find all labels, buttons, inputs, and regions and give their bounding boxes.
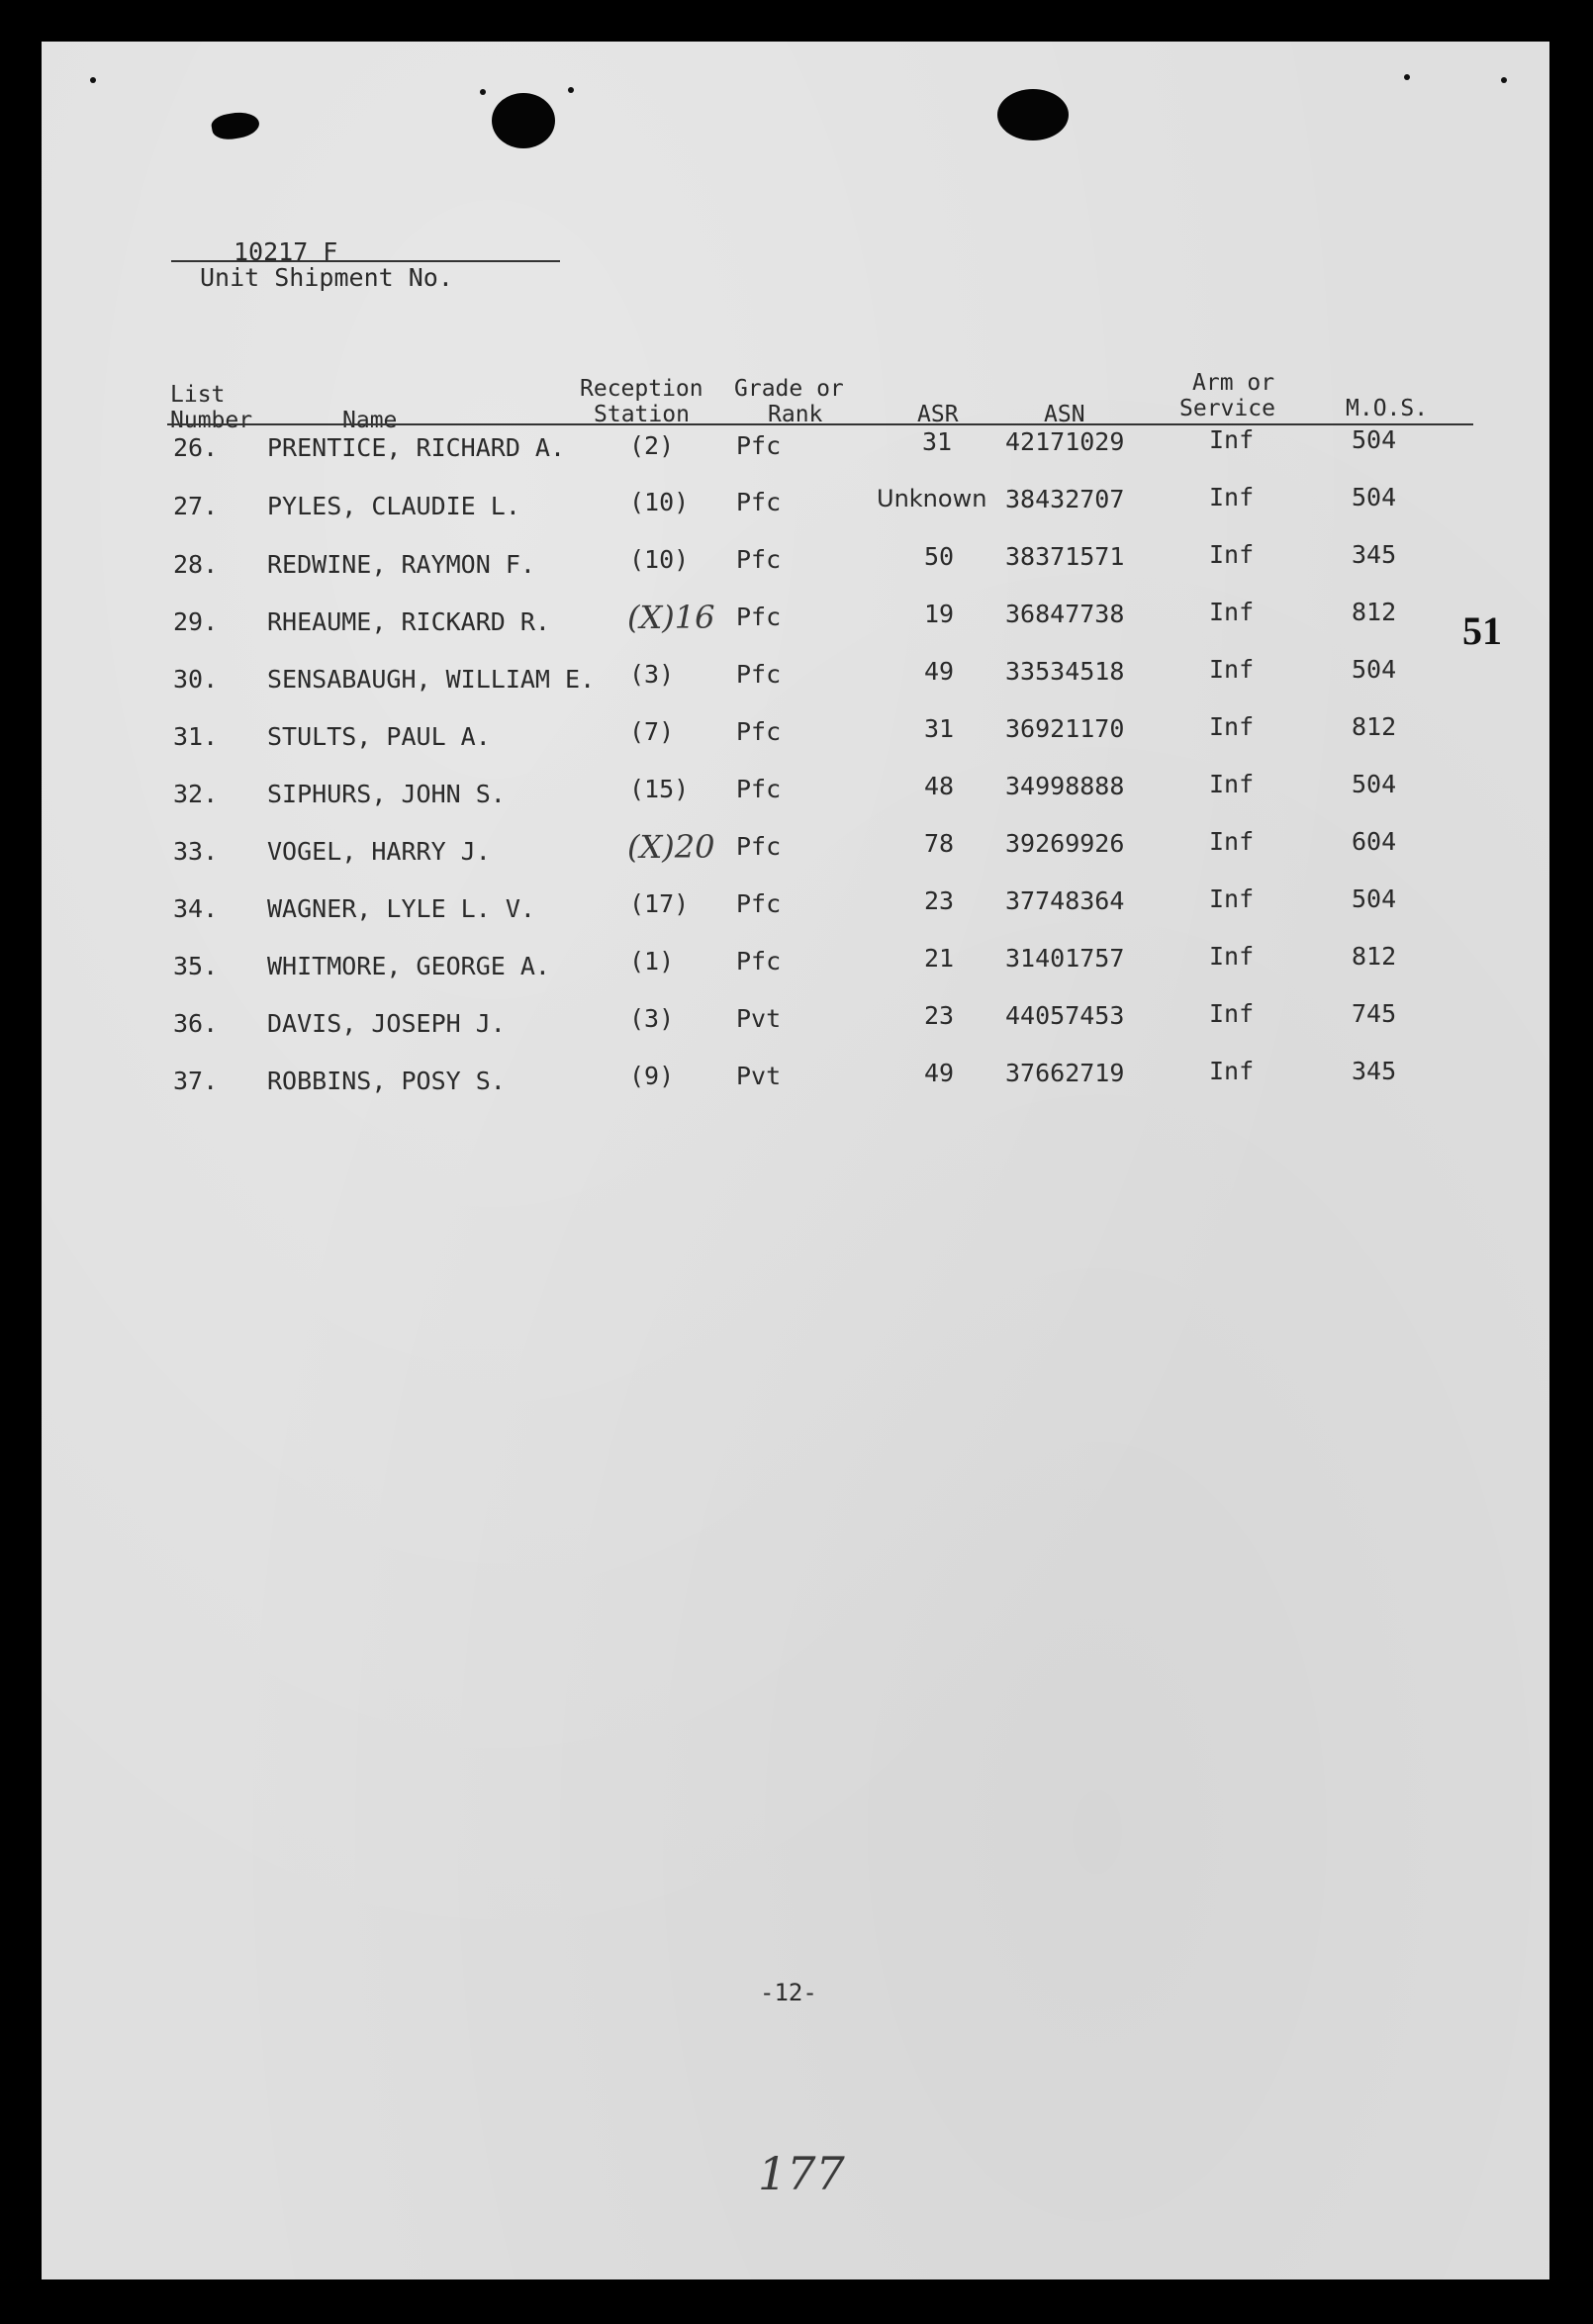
row-number: 32. xyxy=(173,780,219,808)
row-asn: 36921170 xyxy=(1005,714,1125,743)
row-mos: 745 xyxy=(1352,999,1397,1028)
row-name: SENSABAUGH, WILLIAM E. xyxy=(267,665,596,694)
row-asr: 23 xyxy=(924,1001,955,1030)
col-header-arm-line1: Arm or xyxy=(1192,370,1275,396)
row-asr: 49 xyxy=(924,657,955,686)
shipment-number-underline xyxy=(171,260,560,262)
row-rank: Pvt xyxy=(736,1004,782,1033)
shipment-number-label: Unit Shipment No. xyxy=(200,263,453,292)
shipment-number: 10217 F xyxy=(234,237,338,266)
row-station: (1) xyxy=(629,947,675,976)
row-rank: Pfc xyxy=(736,603,782,631)
row-arm: Inf xyxy=(1209,942,1255,971)
row-name: PYLES, CLAUDIE L. xyxy=(267,492,520,520)
row-number: 27. xyxy=(173,492,219,520)
row-asn: 37662719 xyxy=(1005,1059,1125,1087)
row-station-handwritten: (X)16 xyxy=(627,599,715,636)
row-station: (15) xyxy=(629,775,690,803)
row-asr: 21 xyxy=(924,944,955,973)
staple-dot xyxy=(1404,74,1410,80)
row-rank: Pfc xyxy=(736,717,782,746)
row-mos: 345 xyxy=(1352,1057,1397,1085)
row-arm: Inf xyxy=(1209,712,1255,741)
row-arm: Inf xyxy=(1209,770,1255,798)
row-rank: Pfc xyxy=(736,947,782,976)
col-header-asr: ASR xyxy=(917,402,959,427)
row-asr: 23 xyxy=(924,886,955,915)
row-mos: 504 xyxy=(1352,483,1397,511)
row-asr: 49 xyxy=(924,1059,955,1087)
row-arm: Inf xyxy=(1209,884,1255,913)
row-arm: Inf xyxy=(1209,655,1255,684)
row-number: 36. xyxy=(173,1009,219,1038)
row-name: WHITMORE, GEORGE A. xyxy=(267,952,550,980)
punch-hole-right xyxy=(997,89,1069,140)
row-number: 37. xyxy=(173,1067,219,1095)
row-name: VOGEL, HARRY J. xyxy=(267,837,491,866)
row-station: (10) xyxy=(629,488,690,516)
row-name: WAGNER, LYLE L. V. xyxy=(267,894,535,923)
row-rank: Pfc xyxy=(736,660,782,689)
handwritten-page-number: 177 xyxy=(758,2147,845,2200)
row-asr: 31 xyxy=(922,427,953,456)
row-name: STULTS, PAUL A. xyxy=(267,722,491,751)
row-arm: Inf xyxy=(1209,827,1255,856)
row-mos: 504 xyxy=(1352,425,1397,454)
punch-hole-center xyxy=(492,93,555,148)
row-rank: Pfc xyxy=(736,889,782,918)
row-asn: 42171029 xyxy=(1005,427,1125,456)
row-mos: 504 xyxy=(1352,655,1397,684)
row-asn: 37748364 xyxy=(1005,886,1125,915)
footer-page-mark: -12- xyxy=(760,1979,817,2006)
row-rank: Pfc xyxy=(736,488,782,516)
col-header-list-number-line1: List xyxy=(170,382,226,408)
row-asn: 33534518 xyxy=(1005,657,1125,686)
row-number: 30. xyxy=(173,665,219,694)
col-header-name: Name xyxy=(342,408,398,433)
col-header-mos: M.O.S. xyxy=(1346,396,1429,421)
row-arm: Inf xyxy=(1209,1057,1255,1085)
row-asn: 31401757 xyxy=(1005,944,1125,973)
row-station: (10) xyxy=(629,545,690,574)
row-name: REDWINE, RAYMON F. xyxy=(267,550,535,579)
row-rank: Pfc xyxy=(736,431,782,460)
header-rule xyxy=(167,423,1473,425)
row-number: 35. xyxy=(173,952,219,980)
row-asn: 38371571 xyxy=(1005,542,1125,571)
row-mos: 504 xyxy=(1352,770,1397,798)
row-name: SIPHURS, JOHN S. xyxy=(267,780,506,808)
row-asr: 19 xyxy=(924,600,955,628)
col-header-asn: ASN xyxy=(1044,402,1085,427)
col-header-grade-line1: Grade or xyxy=(734,376,844,402)
row-station-handwritten: (X)20 xyxy=(627,828,715,866)
row-asn: 38432707 xyxy=(1005,485,1125,513)
row-arm: Inf xyxy=(1209,425,1255,454)
row-asr: 31 xyxy=(924,714,955,743)
row-number: 33. xyxy=(173,837,219,866)
row-mos: 812 xyxy=(1352,712,1397,741)
document-page xyxy=(42,42,1549,2279)
row-station: (7) xyxy=(629,717,675,746)
row-asn: 39269926 xyxy=(1005,829,1125,858)
col-header-arm-line2: Service xyxy=(1179,396,1275,421)
row-rank: Pvt xyxy=(736,1062,782,1090)
row-name: RHEAUME, RICKARD R. xyxy=(267,607,550,636)
page-stamp: 51 xyxy=(1462,608,1502,653)
row-number: 28. xyxy=(173,550,219,579)
row-station: (9) xyxy=(629,1062,675,1090)
row-mos: 504 xyxy=(1352,884,1397,913)
row-arm: Inf xyxy=(1209,483,1255,511)
staple-dot xyxy=(568,87,574,93)
row-number: 31. xyxy=(173,722,219,751)
row-asr: Unknown xyxy=(877,485,987,512)
row-number: 29. xyxy=(173,607,219,636)
row-station: (3) xyxy=(629,1004,675,1033)
row-name: ROBBINS, POSY S. xyxy=(267,1067,506,1095)
row-arm: Inf xyxy=(1209,999,1255,1028)
staple-dot xyxy=(1501,77,1507,83)
row-asr: 48 xyxy=(924,772,955,800)
row-number: 34. xyxy=(173,894,219,923)
col-header-grade-line2: Rank xyxy=(768,402,823,427)
row-rank: Pfc xyxy=(736,775,782,803)
col-header-station-line2: Station xyxy=(594,402,690,427)
col-header-list-number-line2: Number xyxy=(170,408,253,433)
row-name: PRENTICE, RICHARD A. xyxy=(267,433,566,462)
punch-hole-left-mark xyxy=(210,109,261,142)
col-header-station-line1: Reception xyxy=(580,376,703,402)
row-asn: 36847738 xyxy=(1005,600,1125,628)
row-rank: Pfc xyxy=(736,832,782,861)
row-station: (17) xyxy=(629,889,690,918)
row-rank: Pfc xyxy=(736,545,782,574)
row-station: (2) xyxy=(629,431,675,460)
row-mos: 345 xyxy=(1352,540,1397,569)
row-mos: 812 xyxy=(1352,942,1397,971)
row-mos: 812 xyxy=(1352,598,1397,626)
row-asn: 34998888 xyxy=(1005,772,1125,800)
row-arm: Inf xyxy=(1209,598,1255,626)
row-asr: 50 xyxy=(924,542,955,571)
row-mos: 604 xyxy=(1352,827,1397,856)
row-station: (3) xyxy=(629,660,675,689)
row-arm: Inf xyxy=(1209,540,1255,569)
row-number: 26. xyxy=(173,433,219,462)
row-name: DAVIS, JOSEPH J. xyxy=(267,1009,506,1038)
staple-dot xyxy=(480,89,486,95)
row-asn: 44057453 xyxy=(1005,1001,1125,1030)
row-asr: 78 xyxy=(924,829,955,858)
staple-dot xyxy=(90,77,96,83)
